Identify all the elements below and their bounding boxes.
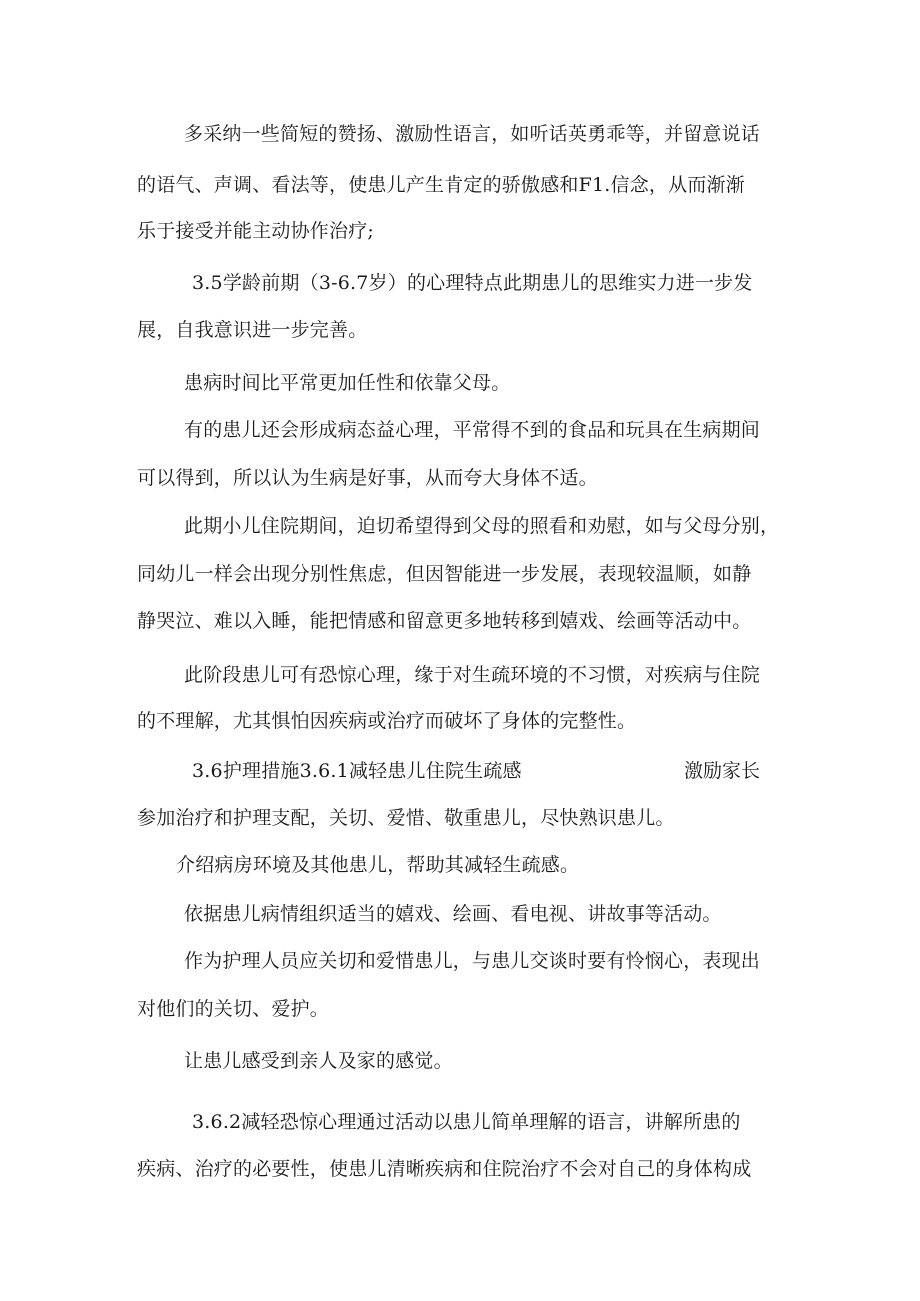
- text-line: 参加治疗和护理支配，关切、爱惜、敬重患儿，尽快熟识患儿。: [137, 807, 675, 829]
- text-line: 静哭泣、难以入睡，能把情感和留意更多地转移到嬉戏、绘画等活动中。: [137, 610, 752, 632]
- text-line: 展，自我意识进一步完善。: [137, 319, 368, 341]
- text-line: 患病时间比平常更加任性和依靠父母。: [184, 372, 511, 394]
- section-heading: 3.6.2减轻恐惊心理通过活动以患儿简单理解的语言，讲解所患的: [192, 1111, 741, 1133]
- section-heading: 3.6护理措施3.6.1减轻患儿住院生疏感: [192, 760, 522, 782]
- text-line: 介绍病房环境及其他患儿，帮助其减轻生疏感。: [176, 854, 580, 876]
- text-line: 的语气、声调、看法等，使患儿产生肯定的骄傲感和F1.信念，从而渐渐: [137, 174, 745, 196]
- text-line: 的不理解，尤其惧怕因疾病或治疗而破坏了身体的完整性。: [137, 710, 637, 732]
- text-line: 依据患儿病情组织适当的嬉戏、绘画、看电视、讲故事等活动。: [184, 903, 722, 925]
- text-line: 作为护理人员应关切和爱惜患儿，与患儿交谈时要有怜悯心，表现出: [184, 950, 761, 972]
- text-line: 让患儿感受到亲人及家的感觉。: [184, 1050, 453, 1072]
- text-line: 疾病、治疗的必要性，使患儿清晰疾病和住院治疗不会对自己的身体构成: [137, 1158, 752, 1180]
- text-line: 此期小儿住院期间，迫切希望得到父母的照看和劝慰，如与父母分别，: [184, 515, 780, 537]
- text-line: 激励家长: [684, 760, 761, 782]
- text-line: 3.5学龄前期（3-6.7岁）的心理特点此期患儿的思维实力进一步发: [192, 272, 753, 294]
- text-line: 此阶段患儿可有恐惊心理，缘于对生疏环境的不习惯，对疾病与住院: [184, 664, 761, 686]
- text-line: 同幼儿一样会出现分别性焦虑，但因智能进一步发展，表现较温顺，如静: [137, 563, 752, 585]
- text-line: 有的患儿还会形成病态益心理，平常得不到的食品和玩具在生病期间: [184, 419, 761, 441]
- text-line: 可以得到，所以认为生病是好事，从而夸大身体不适。: [137, 467, 598, 489]
- text-line: 乐于接受并能主动协作治疗;: [137, 220, 375, 242]
- text-line: 多采纳一些简短的赞扬、激励性语言，如听话英勇乖等，并留意说话: [184, 123, 761, 145]
- text-line: 对他们的关切、爱护。: [137, 998, 330, 1020]
